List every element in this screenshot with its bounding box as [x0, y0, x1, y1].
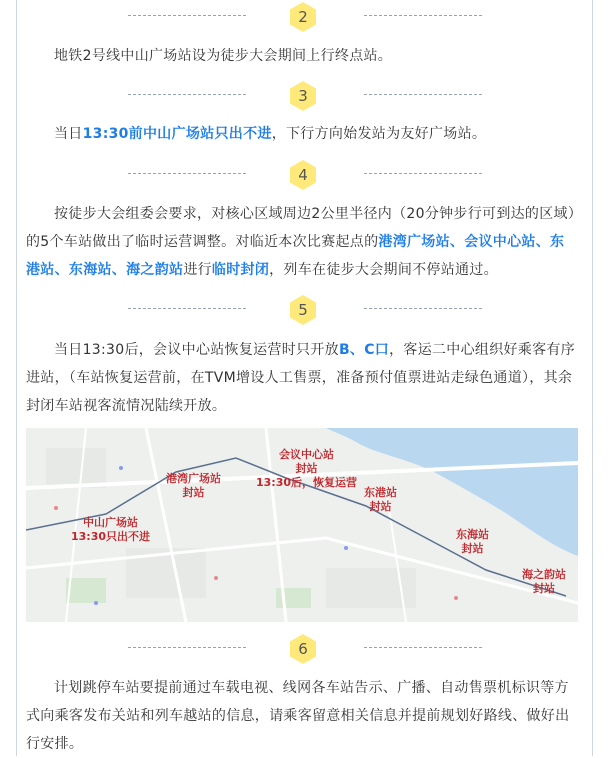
map-label-donghai	[456, 528, 489, 556]
paragraph-step-2	[26, 42, 578, 70]
map-label-line: 封站	[461, 542, 484, 555]
map-label-gangwan	[166, 472, 221, 500]
paragraph-text: 当日13:30后，会议中心站恢复运营时只开放	[54, 342, 339, 358]
paragraph-step-5	[26, 336, 578, 420]
highlight-text: 13:30前中山广场站只出不进	[82, 126, 272, 142]
map-label-line: 东港站	[364, 486, 397, 499]
step-divider	[0, 77, 609, 117]
step-divider	[0, 156, 609, 196]
map-label-line: 13:30只出不进	[71, 530, 151, 543]
step-number: 3	[298, 87, 308, 105]
paragraph-text: 进行	[183, 262, 212, 278]
metro-map-image	[26, 428, 578, 622]
step-number: 6	[298, 640, 308, 658]
divider-dash-left	[128, 94, 246, 95]
step-number: 2	[298, 8, 308, 26]
divider-dash-left	[128, 173, 246, 174]
step-divider	[0, 630, 609, 670]
highlight-text: B、C口	[338, 342, 390, 358]
step-number: 5	[298, 301, 308, 319]
map-label-huiyi	[256, 448, 357, 490]
map-label-line: 封站	[533, 582, 555, 595]
map-label-zhongshan	[71, 516, 150, 544]
map-label-line: 海之韵站	[522, 568, 566, 581]
divider-dash-left	[128, 647, 246, 648]
map-label-line: 13:30后，恢复运营	[256, 476, 358, 489]
divider-dash-right	[364, 647, 482, 648]
paragraph-text: ，下行方向始发站为友好广场站。	[271, 126, 487, 142]
paragraph-step-4	[26, 200, 578, 284]
map-label-line: 港湾广场站	[166, 472, 221, 485]
divider-dash-left	[128, 15, 246, 16]
divider-dash-right	[364, 94, 482, 95]
paragraph-text: 按徒步大会组委会要求，对核心区域周边2公里半径内（20分钟步行可到达的区域）的5个车站做出了临时运营调整。对临近本次比赛起点的	[26, 206, 576, 250]
divider-dash-left	[128, 308, 246, 309]
paragraph-step-6	[26, 674, 578, 758]
step-divider	[0, 291, 609, 331]
step-divider	[0, 0, 609, 38]
paragraph-text: 地铁2号线中山广场站设为徒步大会期间上行终点站。	[54, 48, 393, 64]
map-label-line: 封站	[369, 500, 392, 513]
highlight-text: 港湾广场站、会议中心站、东港站、东海站、海之韵站	[26, 234, 565, 278]
map-label-haizhiyun	[522, 568, 566, 596]
step-number: 4	[298, 166, 308, 184]
divider-dash-right	[364, 308, 482, 309]
paragraph-text: 当日	[54, 126, 83, 142]
map-label-line: 中山广场站	[83, 516, 138, 529]
highlight-text: 临时封闭	[211, 262, 270, 278]
map-label-line: 封站	[295, 462, 318, 475]
paragraph-step-3	[26, 120, 578, 148]
map-label-line: 会议中心站	[279, 448, 334, 461]
paragraph-text: ，列车在徒步大会期间不停站通过。	[269, 262, 498, 278]
map-label-donggang	[364, 486, 397, 514]
divider-dash-right	[364, 173, 482, 174]
paragraph-text: ，客运二中心组织好乘客有序进站，（车站恢复运营前，在TVM增设人工售票，准备预付值票进站走绿色通道），其余封闭车站视客流情况陆续开放。	[26, 342, 576, 414]
map-label-line: 东海站	[456, 528, 489, 541]
divider-dash-right	[364, 15, 482, 16]
map-label-line: 封站	[182, 486, 205, 499]
paragraph-text: 计划跳停车站要提前通过车载电视、线网各车站告示、广播、自动售票机标识等方式向乘客发布关站和列车越站的信息，请乘客留意相关信息并提前规划好路线、做好出行安排。	[26, 680, 570, 752]
